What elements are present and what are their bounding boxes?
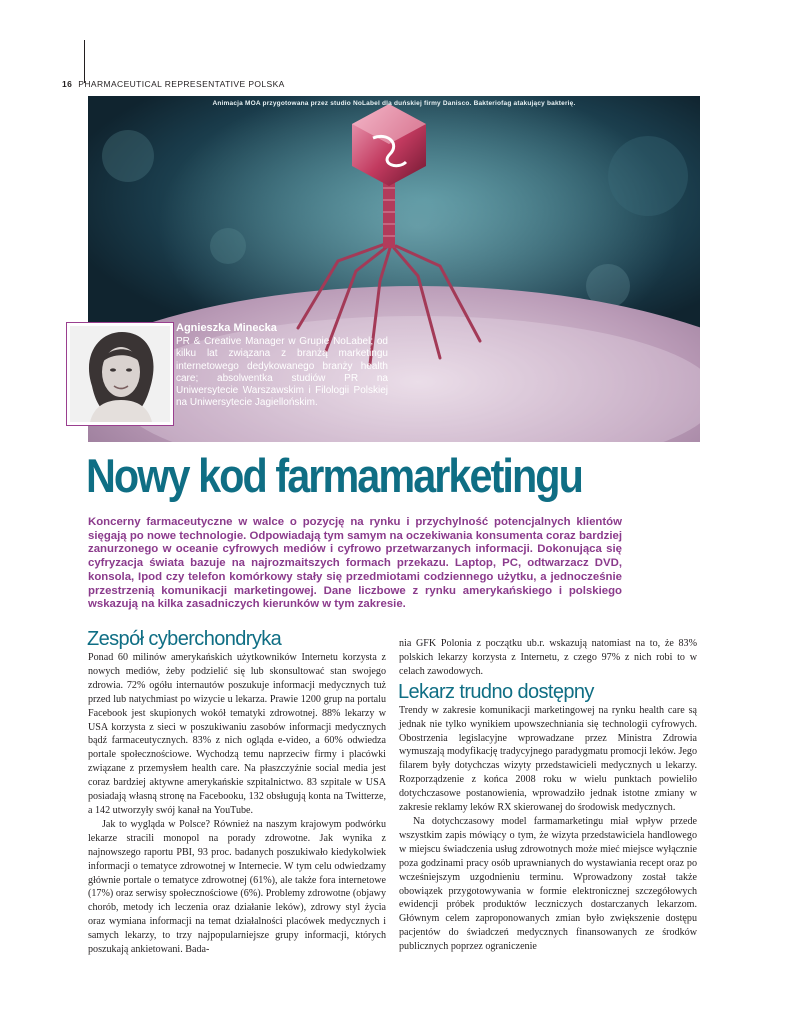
image-caption: Animacja MOA przygotowana przez studio NoLabel dla duńskiej firmy Danisco. Bakteriofag atakujący bakterię. [212,100,576,107]
article-lead: Koncerny farmaceutyczne w walce o pozycję na rynku i przychylność potencjalnych klientów sięgają po nowe technologie. Odpowiadają tym samym na oczekiwania konsumenta coraz bardziej zanurzonego w oceanie cyfrowych mediów i cyfrowo przetwarzanych informacji. Dokonująca się cyfryzacja świata bazuje na najrozmaitszych formach przekazu. Laptop, PC, odtwarzacz DVD, konsola, Ipod czy telefon komórkowy stały się przedmiotami codziennego użytku, a jednocześnie przestrzenią komunikacji marketingowej. Dane liczbowe z rynku amerykańskiego i polskiego wskazują na kilka zasadniczych kierunków w tym zakresie. [88,516,622,611]
text-column-right [399,637,697,954]
author-bio: PR & Creative Manager w Grupie NoLabel; od kilku lat związana z branżą marketingu internetowego dedykowanego branży health care; absolwentka studiów PR na Uniwersytecie Warszawskim i Filologii Polskiej na Uniwersytecie Jagiellońskim. [176,336,388,409]
article-title: Nowy kod farmamarketingu [86,449,582,502]
paragraph: Trendy w zakresie komunikacji marketingowej na rynku health care są jednak nie tylko wynikiem upowszechniania się technologii cyfrowych. Obostrzenia legislacyjne wprowadzane przez Ministra Zdrowia wymuszają modyfikację tradycyjnego paradygmatu promocji leków. Jego filarem były dotychczas wizyty przedstawicieli medycznych u lekarzy. Rozporządzenie z końca 2008 roku w wielu punktach powieliło dotychczasowe postanowienia, wprowadziło jednak istotne zmiany w zakresie reklamy leków RX skierowanej do środowisk medycznych. [399,704,697,814]
header-rule [84,40,85,83]
running-header [62,79,285,89]
text-column-left [88,628,386,957]
paragraph: nia GFK Polonia z początku ub.r. wskazują natomiast na to, że 83% polskich lekarzy korzysta z Internetu, z czego 97% z nich robi to w celach zawodowych. [399,638,697,677]
paragraph: Jak to wygląda w Polsce? Również na naszym krajowym podwórku lekarze stracili monopol na porady zdrowotne. Jak wynika z najnowszego raportu PBI, 93 proc. badanych poszukiwało kiedykolwiek informacji o tematyce zdrowotnej w Internecie. W tym celu odwiedzamy głównie portale o tematyce zdrowotnej (61%), ale także fora internetowe (17%) oraz serwisy społecznościowe (6%). Problemy zdrowotne (objawy chorób, metody ich leczenia oraz działanie leków), zdrowy styl życia oraz wymiana informacji na temat działalności placówek medycznych i samych lekarzy, to trzy najpopularniejsze grupy informacji, których poszukają ankietowani. Bada- [88,818,386,956]
publication-name: PHARMACEUTICAL REPRESENTATIVE POLSKA [78,79,285,89]
paragraph: Ponad 60 milinów amerykańskich użytkowników Internetu korzysta z nowych mediów, żeby podzielić się lub skonsultować stan swojego zdrowia. 72% ogółu internautów poszukuje informacji medycznych tuż przed lub natychmiast po wizycie u lekarza. Prawie 1200 grup na portalu Facebook jest skupionych wokół tematyki zdrowotnej. 88% lekarzy w USA korzysta z sieci w poszukiwaniu zasobów informacji medycznych bądź farmaceutycznych. 83% z nich ogląda e-video, a 60% odwiedza portale społecznościowe. Wychodzą temu naprzeciw firmy i placówki związane z przemysłem health care. Na płaszczyźnie social media jest coraz bardziej aktywne amerykańskie szpitalnictwo. 83 szpitale w USA posiadają własną stronę na Facebooku, 132 obsługują konta na Twitterze, a 142 utworzyły swój kanał na YouTube. [88,652,386,816]
paragraph: Na dotychczasowy model farmamarketingu miał wpływ przede wszystkim zapis mówiący o tym, że wizyta przedstawiciela handlowego w miejscu świadczenia usług zdrowotnych może mieć miejsce wyłącznie poza godzinami pracy osób uprawnianych do wystawiania recept oraz po wcześniejszym uzgodnieniu terminu. Wprowadzony został także obowiązek przygotowywania w formie elektronicznej szczegółowych ewidencji próbek produktów leczniczych dostarczanych lekarzom. Głównym celem zaproponowanych zmian było zwiększenie dostępu pacjentów do świadczeń medycznych finansowanych ze środków publicznych poprzez ograniczenie [399,815,697,953]
author-info [176,322,388,410]
section-heading: Lekarz trudno dostępny [398,680,594,703]
author-name: Agnieszka Minecka [176,322,277,334]
page-number: 16 [62,79,73,89]
section-heading: Zespół cyberchondryka [87,628,282,650]
author-photo-frame [66,322,174,426]
author-portrait [70,326,170,422]
